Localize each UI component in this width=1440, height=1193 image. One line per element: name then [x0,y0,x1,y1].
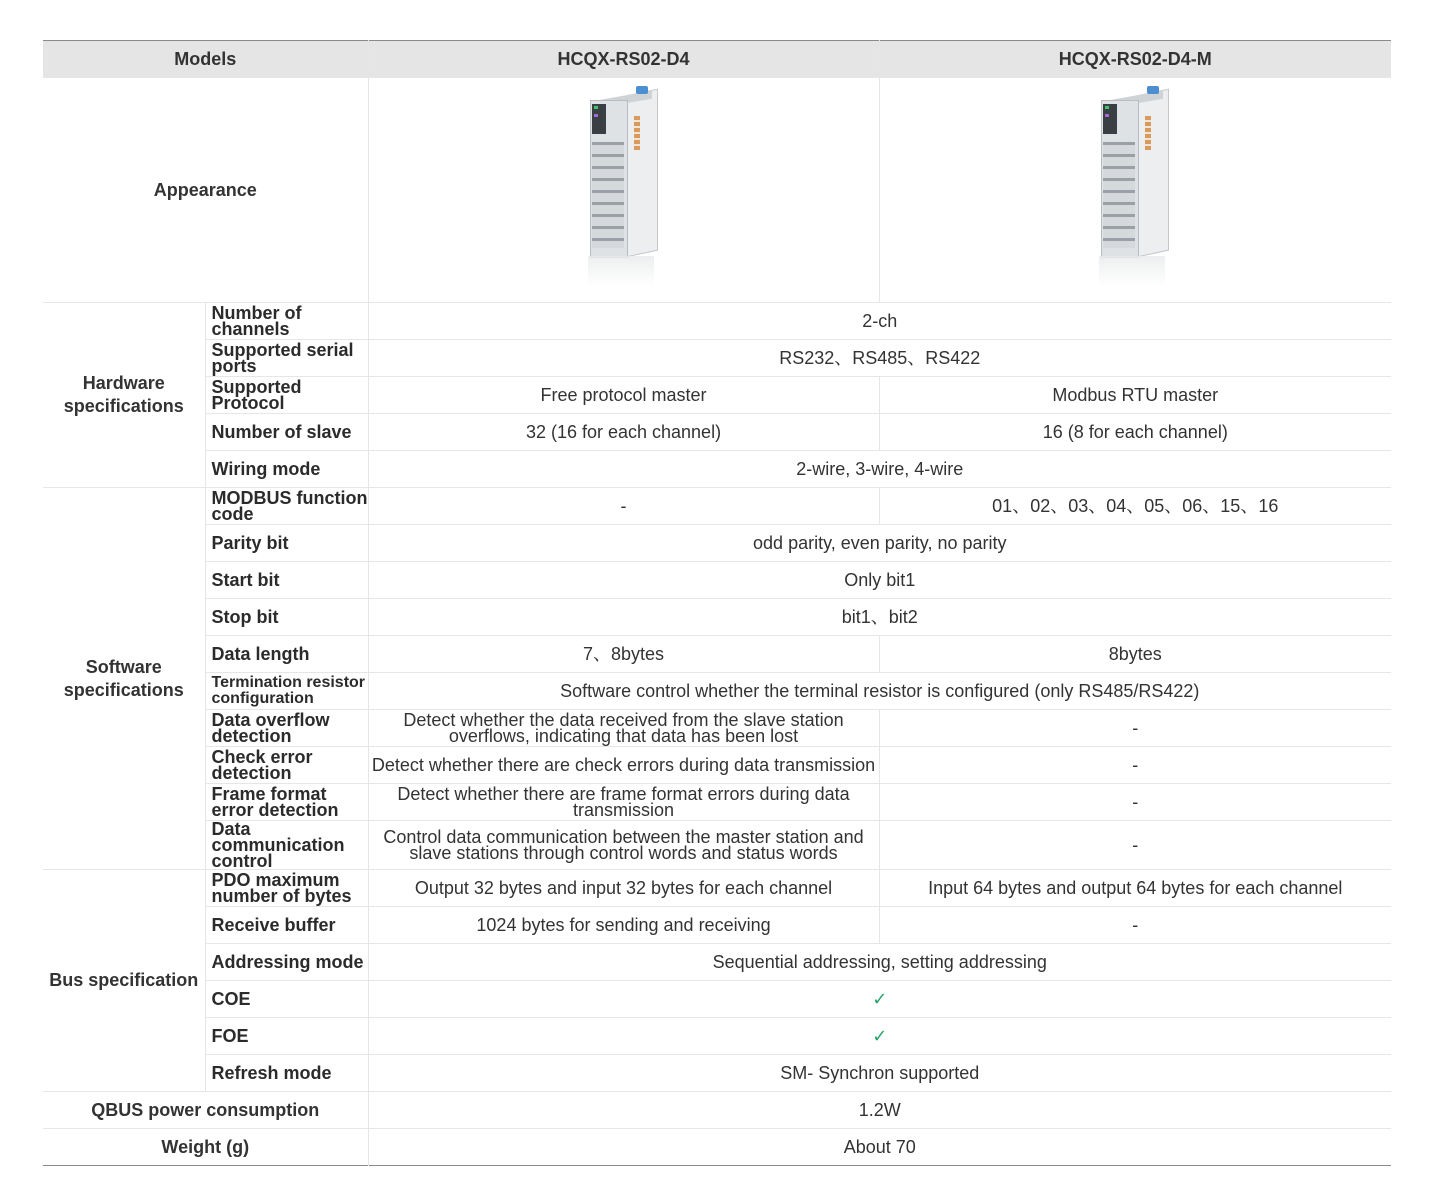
row-label: Termination resistor configuration [205,673,368,710]
row-value: Software control whether the terminal resistor is configured (only RS485/RS422) [368,673,1391,710]
row-label: Data overflow detection [205,710,368,747]
row-label: FOE [205,1018,368,1055]
table-row [43,340,1391,377]
row-value-2: Input 64 bytes and output 64 bytes for each channel [879,870,1391,907]
appearance-label: Appearance [43,78,368,303]
row-label: Parity bit [205,525,368,562]
row-label: PDO maximum number of bytes [205,870,368,907]
row-value: 1.2W [368,1092,1391,1129]
spec-table [43,40,1391,1166]
row-label: Supported Protocol [205,377,368,414]
row-value-1: Detect whether there are check errors during data transmission [368,747,879,784]
table-row [43,673,1391,710]
row-label: Number of channels [205,303,368,340]
table-row [43,981,1391,1018]
row-label: Stop bit [205,599,368,636]
table-row [43,1055,1391,1092]
header-model-1: HCQX-RS02-D4 [368,41,879,78]
table-row [43,562,1391,599]
row-value-1: Free protocol master [368,377,879,414]
row-label-power: QBUS power consumption [43,1092,368,1129]
header-models: Models [43,41,368,78]
row-value-2: 01、02、03、04、05、06、15、16 [879,488,1391,525]
row-label: Frame format error detection [205,784,368,821]
table-row [43,525,1391,562]
group-hardware [43,303,205,488]
appearance-image-2 [879,78,1391,303]
row-label: MODBUS function code [205,488,368,525]
appearance-row [43,78,1391,303]
row-value-1: Detect whether there are frame format errors during data transmission [368,784,879,821]
row-value: 2-wire, 3-wire, 4-wire [368,451,1391,488]
row-value: odd parity, even parity, no parity [368,525,1391,562]
row-value-2: - [879,784,1391,821]
table-row [43,1092,1391,1129]
row-value-2: 16 (8 for each channel) [879,414,1391,451]
group-bus [43,870,205,1092]
group-bus-label: Bus specification [49,970,199,990]
row-value-1: Detect whether the data received from the slave station overflows, indicating that data has been lost [368,710,879,747]
group-software-label: Software specifications [63,656,184,700]
group-hardware-label: Hardware specifications [63,373,184,416]
row-value: SM- Synchron supported [368,1055,1391,1092]
header-model-2: HCQX-RS02-D4-M [879,41,1391,78]
row-value-2: 8bytes [879,636,1391,673]
header-row [43,41,1391,78]
table-row [43,747,1391,784]
table-row [43,636,1391,673]
row-label: Receive buffer [205,907,368,944]
table-row [43,599,1391,636]
row-value-1: 7、8bytes [368,636,879,673]
row-label: Supported serial ports [205,340,368,377]
row-label: Wiring mode [205,451,368,488]
table-row [43,414,1391,451]
table-row [43,303,1391,340]
row-label: Data length [205,636,368,673]
row-value: About 70 [368,1129,1391,1166]
group-software [43,488,205,870]
row-value-1: Control data communication between the master station and slave stations through control words and status words [368,821,879,870]
check-icon: ✓ [368,981,1391,1018]
row-value-1: - [368,488,879,525]
table-row [43,821,1391,870]
row-value-2: - [879,907,1391,944]
row-value-1: Output 32 bytes and input 32 bytes for each channel [368,870,879,907]
row-label: Data communication control [205,821,368,870]
appearance-image-1 [368,78,879,303]
row-value: bit1、bit2 [368,599,1391,636]
row-value-1: 32 (16 for each channel) [368,414,879,451]
table-row [43,907,1391,944]
module-photo [1095,86,1175,294]
row-label-weight: Weight (g) [43,1129,368,1166]
row-value: RS232、RS485、RS422 [368,340,1391,377]
table-row [43,451,1391,488]
table-row [43,870,1391,907]
row-value-2: - [879,747,1391,784]
row-value: 2-ch [368,303,1391,340]
row-value: Only bit1 [368,562,1391,599]
table-row [43,377,1391,414]
table-row [43,488,1391,525]
row-value: Sequential addressing, setting addressing [368,944,1391,981]
row-label: Addressing mode [205,944,368,981]
table-row [43,1129,1391,1166]
check-icon: ✓ [368,1018,1391,1055]
row-value-2: - [879,710,1391,747]
row-label: Check error detection [205,747,368,784]
row-value-2: Modbus RTU master [879,377,1391,414]
row-label: Start bit [205,562,368,599]
row-value-2: - [879,821,1391,870]
module-photo [584,86,664,294]
row-label: Number of slave [205,414,368,451]
row-value-1: 1024 bytes for sending and receiving [368,907,879,944]
table-row [43,944,1391,981]
table-row [43,1018,1391,1055]
row-label: Refresh mode [205,1055,368,1092]
row-label: COE [205,981,368,1018]
table-row [43,784,1391,821]
table-row [43,710,1391,747]
